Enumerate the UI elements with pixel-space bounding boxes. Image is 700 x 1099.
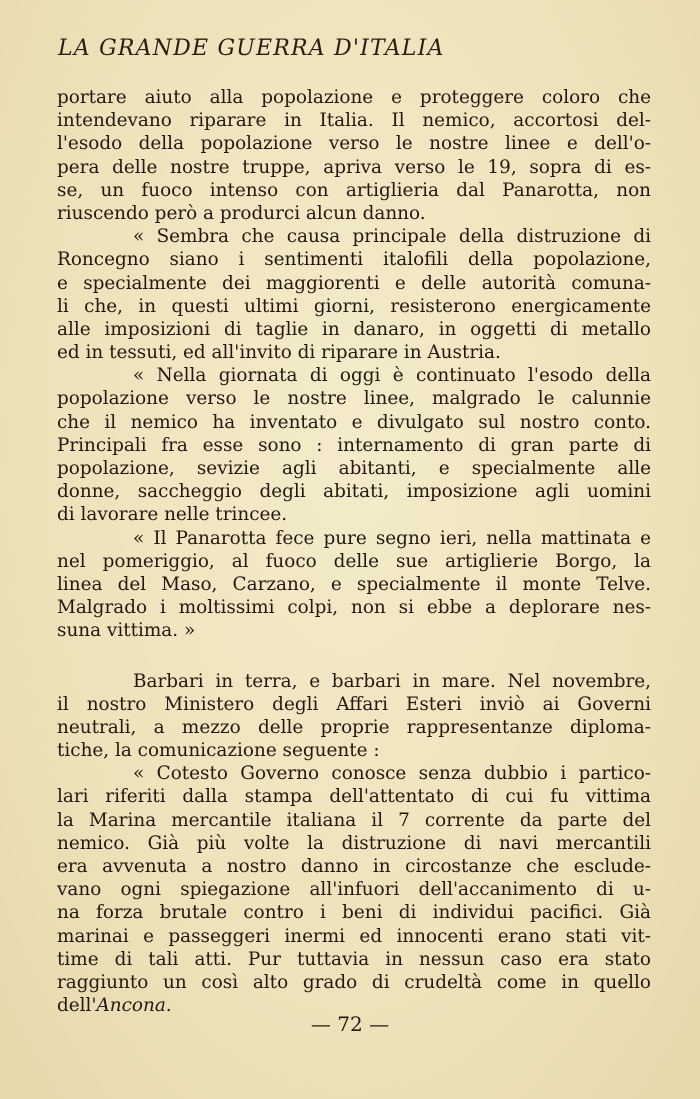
text-line: donne, saccheggio degli abitati, imposizione agli uomini bbox=[57, 481, 651, 503]
text-line: nemico. Già più volte la distruzione di navi mercantili bbox=[57, 832, 651, 854]
text-line: popolazione verso le nostre linee, malgrado le calunnie bbox=[57, 388, 651, 410]
text-line: riuscendo però a produrci alcun danno. bbox=[57, 202, 426, 224]
text-line: « Il Panarotta fece pure segno ieri, nella mattinata e bbox=[133, 527, 651, 549]
text-line: suna vittima. » bbox=[57, 620, 196, 642]
text-line: la Marina mercantile italiana il 7 corrente da parte del bbox=[57, 809, 651, 831]
text-line: li che, in questi ultimi giorni, resisterono energicamente bbox=[57, 295, 651, 317]
text-line: ed in tessuti, ed all'invito di riparare in Austria. bbox=[57, 342, 501, 364]
text-line: nel pomeriggio, al fuoco delle sue artiglierie Borgo, la bbox=[57, 550, 651, 572]
text-line: neutrali, a mezzo delle proprie rappresentanze diploma- bbox=[57, 716, 651, 738]
text-line: era avvenuta a nostro danno in circostanze che esclude- bbox=[57, 856, 651, 877]
text-line: Roncegno siano i sentimenti italofili della popolazione, bbox=[57, 249, 651, 271]
ship-name: Ancona. bbox=[96, 995, 172, 1017]
text-line: lari riferiti dalla stampa dell'attentato di cui fu vittima bbox=[57, 786, 651, 808]
text-line: « Nella giornata di oggi è continuato l'esodo della bbox=[133, 365, 651, 387]
text-line: e specialmente dei maggiorenti e delle autorità comuna- bbox=[57, 272, 651, 294]
text-line: « Sembra che causa principale della distruzione di bbox=[133, 226, 651, 248]
text-line: che il nemico ha inventato e divulgato sul nostro conto. bbox=[57, 411, 651, 433]
text-line: il nostro Ministero degli Affari Esteri inviò ai Governi bbox=[57, 693, 651, 715]
text-line: intendevano riparare in Italia. Il nemico, accortosi del- bbox=[57, 110, 651, 132]
text-line: tiche, la comunicazione seguente : bbox=[57, 740, 380, 762]
text-line: portare aiuto alla popolazione e proteggere coloro che bbox=[57, 87, 651, 108]
text-line: Principali fra esse sono : internamento di gran parte di bbox=[57, 434, 651, 456]
text-line: popolazione, sevizie agli abitanti, e specialmente alle bbox=[57, 458, 651, 479]
text-line: Malgrado i moltissimi colpi, non si ebbe a deplorare nes- bbox=[57, 597, 651, 619]
text-line: l'esodo della popolazione verso le nostre linee e dell'o- bbox=[57, 133, 651, 155]
text-line: time di tali atti. Pur tuttavia in nessun caso era stato bbox=[57, 948, 651, 970]
final-line-text: dell' bbox=[57, 995, 97, 1017]
text-line: raggiunto un così alto grado di crudeltà come in quello bbox=[57, 971, 651, 993]
running-title: LA GRANDE GUERRA D'ITALIA bbox=[58, 36, 445, 61]
text-line: marinai e passeggeri inermi ed innocenti erano stati vit- bbox=[57, 925, 651, 947]
text-line: alle imposizioni di taglie in danaro, in oggetti di metallo bbox=[57, 318, 651, 340]
body-text bbox=[57, 86, 651, 1017]
page-number: — 72 — bbox=[310, 1012, 390, 1036]
paragraph-gap bbox=[57, 643, 651, 670]
text-line: « Cotesto Governo conosce senza dubbio i partico- bbox=[133, 763, 651, 785]
text-line: linea del Maso, Carzano, e specialmente il monte Telve. bbox=[57, 573, 651, 595]
text-line: di lavorare nelle trincee. bbox=[57, 504, 288, 526]
text-line: vano ogni spiegazione all'infuori dell'accanimento di u- bbox=[57, 879, 651, 901]
text-line: se, un fuoco intenso con artiglieria dal Panarotta, non bbox=[57, 179, 651, 201]
text-line: Barbari in terra, e barbari in mare. Nel novembre, bbox=[133, 670, 651, 692]
text-line: pera delle nostre truppe, apriva verso le 19, sopra di es- bbox=[57, 156, 651, 178]
text-line: na forza brutale contro i beni di individui pacifici. Già bbox=[57, 902, 651, 924]
